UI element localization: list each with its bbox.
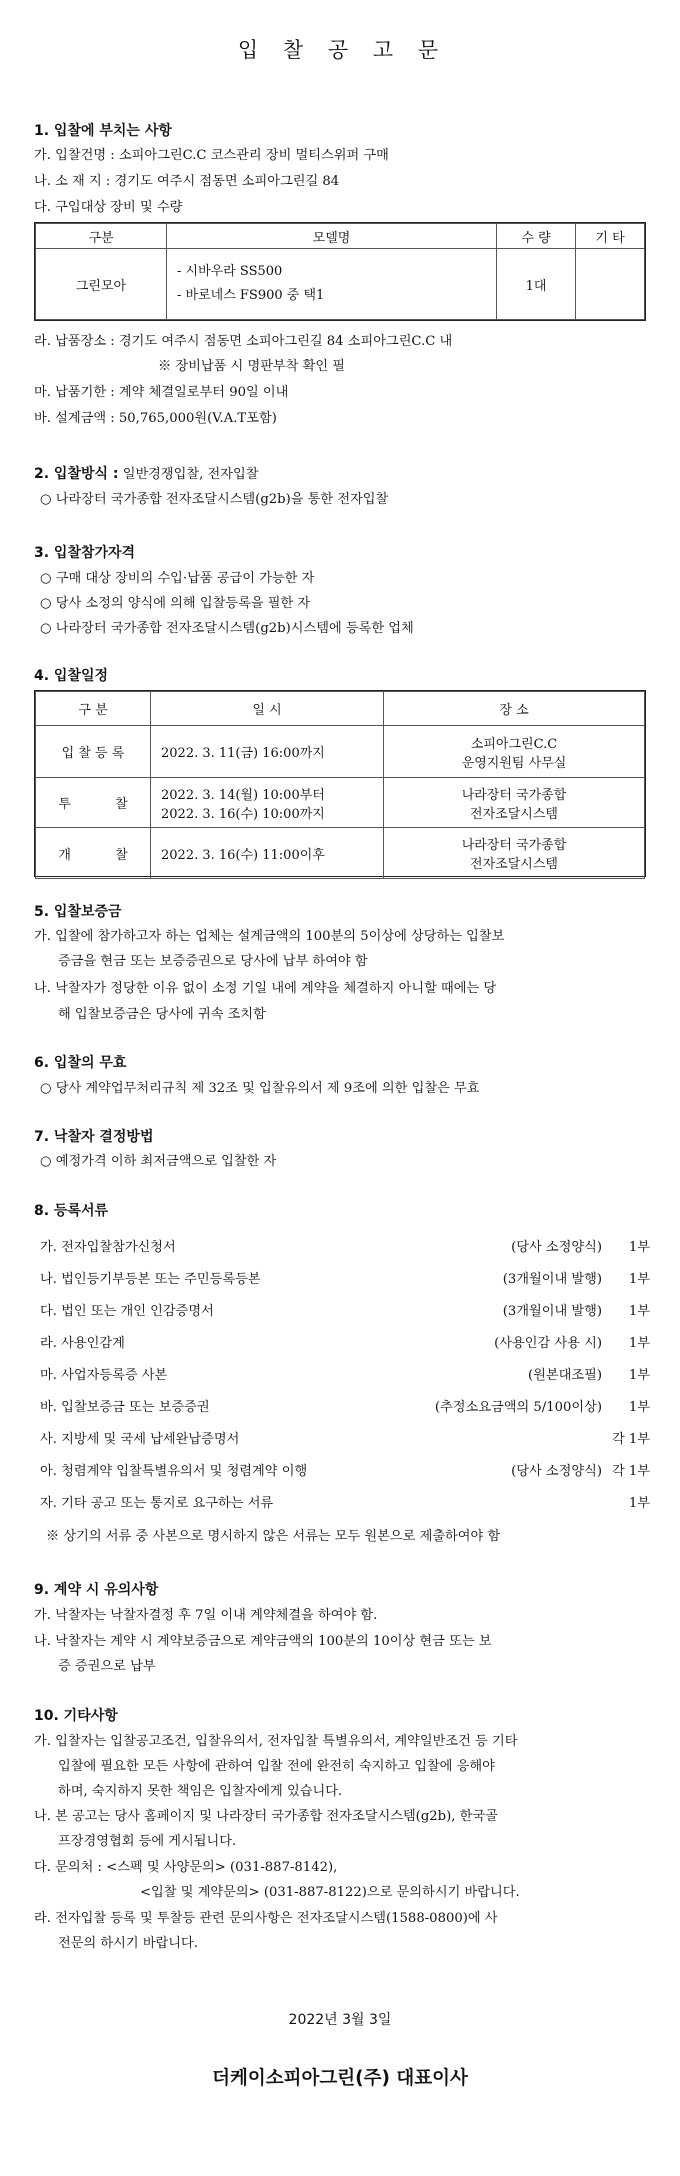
table-header: 기 타 [576, 224, 645, 249]
document-row [40, 1268, 650, 1288]
doc-qty: 1부 [628, 1368, 650, 1383]
equipment-table [34, 222, 646, 321]
doc-name: 나. 법인등기부등본 또는 주민등록등본 [40, 1272, 261, 1287]
time-line: 2022. 3. 16(수) 11:00이후 [161, 847, 325, 863]
s3-item: ○ 나라장터 국가종합 전자조달시스템(g2b)시스템에 등록한 업체 [40, 621, 414, 636]
doc-condition: (3개월이내 발행) [502, 1304, 602, 1319]
doc-qty: 1부 [628, 1336, 650, 1351]
doc-name: 자. 기타 공고 또는 통지로 요구하는 서류 [40, 1496, 274, 1511]
schedule-label: 투 찰 [36, 778, 151, 828]
schedule-place [384, 778, 645, 828]
doc-condition: (당사 소정양식) [511, 1464, 602, 1479]
table-header: 일 시 [151, 692, 384, 726]
doc-name: 바. 입찰보증금 또는 보증증권 [40, 1400, 210, 1415]
doc-qty: 1부 [628, 1304, 650, 1319]
s5-ga-line2: 증금을 현금 또는 보증증권으로 당사에 납부 하여야 함 [58, 954, 368, 969]
s1-item-na: 나. 소 재 지 : 경기도 여주시 점동면 소피아그린길 84 [34, 174, 340, 189]
document-row [40, 1332, 650, 1352]
doc-name: 마. 사업자등록증 사본 [40, 1368, 168, 1383]
table-header: 모델명 [167, 224, 497, 249]
s9-na-line1: 나. 낙찰자는 계약 시 계약보증금으로 계약금액의 100분의 10이상 현금 또는 보 [34, 1634, 492, 1649]
s10-na-line1: 나. 본 공고는 당사 홈페이지 및 나라장터 국가종합 전자조달시스템(g2b), 한국골 [34, 1809, 498, 1824]
s6-item: ○ 당사 계약업무처리규칙 제 32조 및 입찰유의서 제 9조에 의한 입찰은 무효 [40, 1081, 480, 1096]
table-row [36, 778, 645, 828]
place-line: 운영지원팀 사무실 [461, 755, 567, 771]
place-line: 나라장터 국가종합 [461, 787, 567, 803]
section-5-heading: 5. 입찰보증금 [34, 904, 122, 920]
equipment-etc [576, 249, 645, 320]
s10-da-line2: <입찰 및 계약문의> (031-887-8122)으로 문의하시기 바랍니다. [140, 1885, 520, 1900]
section-4-heading: 4. 입찰일정 [34, 668, 109, 684]
schedule-time [151, 778, 384, 828]
doc-qty: 1부 [628, 1240, 650, 1255]
s9-ga: 가. 낙찰자는 낙찰자결정 후 7일 이내 계약체결을 하여야 함. [34, 1608, 378, 1623]
s5-ga-line1: 가. 입찰에 참가하고자 하는 업체는 설계금액의 100분의 5이상에 상당하는 입찰보 [34, 929, 505, 944]
document-row [40, 1428, 650, 1448]
equipment-category: 그린모아 [36, 249, 167, 320]
place-line: 소피아그린C.C [470, 736, 558, 752]
document-row [40, 1300, 650, 1320]
section-1-heading: 1. 입찰에 부치는 사항 [34, 123, 172, 139]
section-9-heading: 9. 계약 시 유의사항 [34, 1582, 159, 1598]
section-10-heading: 10. 기타사항 [34, 1708, 118, 1724]
s9-na-line2: 증 증권으로 납부 [58, 1659, 156, 1674]
time-line: 2022. 3. 16(수) 10:00까지 [161, 806, 325, 822]
doc-qty: 1부 [628, 1400, 650, 1415]
s1-item-ra: 라. 납품장소 : 경기도 여주시 점동면 소피아그린길 84 소피아그린C.C 내 [34, 334, 453, 349]
section-2-heading [34, 463, 258, 483]
doc-name: 가. 전자입찰참가신청서 [40, 1240, 176, 1255]
section-7-heading: 7. 낙찰자 결정방법 [34, 1129, 154, 1145]
doc-condition: (사용인감 사용 시) [494, 1336, 602, 1351]
document-row [40, 1492, 650, 1512]
schedule-time [151, 726, 384, 778]
s3-item: ○ 구매 대상 장비의 수입·납품 공급이 가능한 자 [40, 571, 315, 586]
section-2-method: 일반경쟁입찰, 전자입찰 [118, 467, 259, 482]
s10-ra-line2: 전문의 하시기 바랍니다. [58, 1936, 198, 1951]
model-option: - 바로네스 FS900 중 택1 [177, 288, 325, 303]
s2-item: ○ 나라장터 국가종합 전자조달시스템(g2b)을 통한 전자입찰 [40, 492, 389, 507]
table-row [36, 726, 645, 778]
s7-item: ○ 예정가격 이하 최저금액으로 입찰한 자 [40, 1154, 277, 1169]
doc-condition: (당사 소정양식) [511, 1240, 602, 1255]
s8-note: ※ 상기의 서류 중 사본으로 명시하지 않은 서류는 모두 원본으로 제출하여야 함 [46, 1529, 501, 1544]
doc-qty: 각 1부 [611, 1464, 650, 1479]
section-6-heading: 6. 입찰의 무효 [34, 1055, 127, 1071]
doc-qty: 1부 [628, 1272, 650, 1287]
s1-item-ra-note: ※ 장비납품 시 명판부착 확인 필 [158, 359, 346, 374]
table-header: 구분 [36, 224, 167, 249]
schedule-place [384, 828, 645, 879]
schedule-label: 개 찰 [36, 828, 151, 879]
schedule-table [34, 690, 646, 877]
s5-na-line2: 해 입찰보증금은 당사에 귀속 조치함 [58, 1007, 266, 1022]
doc-qty: 1부 [628, 1496, 650, 1511]
company-signature: 더케이소피아그린(주) 대표이사 [212, 2068, 468, 2089]
schedule-time [151, 828, 384, 879]
doc-name: 다. 법인 또는 개인 인감증명서 [40, 1304, 214, 1319]
document-row [40, 1396, 650, 1416]
place-line: 전자조달시스템 [470, 857, 558, 872]
doc-qty: 각 1부 [611, 1432, 650, 1447]
document-row [40, 1364, 650, 1384]
s1-item-ga: 가. 입찰건명 : 소피아그린C.C 코스관리 장비 멀티스위퍼 구매 [34, 148, 389, 163]
doc-name: 아. 청렴계약 입찰특별유의서 및 청렴계약 이행 [40, 1464, 308, 1479]
doc-name: 사. 지방세 및 국세 납세완납증명서 [40, 1432, 240, 1447]
s10-ga-line1: 가. 입찰자는 입찰공고조건, 입찰유의서, 전자입찰 특별유의서, 계약일반조건 등 기타 [34, 1734, 518, 1749]
time-line: 2022. 3. 11(금) 16:00까지 [161, 746, 325, 761]
announcement-date: 2022년 3월 3일 [288, 2012, 392, 2028]
doc-condition: (추정소요금액의 5/100이상) [434, 1400, 602, 1415]
time-line: 2022. 3. 14(월) 10:00부터 [161, 787, 325, 803]
s10-na-line2: 프장경영협회 등에 게시됩니다. [58, 1834, 237, 1849]
s3-item: ○ 당사 소정의 양식에 의해 입찰등록을 필한 자 [40, 596, 311, 611]
document-row [40, 1460, 650, 1480]
doc-condition: (원본대조필) [528, 1368, 602, 1383]
table-row [36, 828, 645, 879]
table-header: 수 량 [497, 224, 576, 249]
section-2-title: 2. 입찰방식 : [34, 466, 119, 482]
table-header: 구 분 [36, 692, 151, 726]
doc-condition: (3개월이내 발행) [502, 1272, 602, 1287]
s1-item-ma: 마. 납품기한 : 계약 체결일로부터 90일 이내 [34, 385, 289, 400]
s10-ga-line2: 입찰에 필요한 모든 사항에 관하여 입찰 전에 완전히 숙지하고 입찰에 응해야 [58, 1759, 495, 1774]
s10-da-line1: 다. 문의처 : <스펙 및 사양문의> (031-887-8142), [34, 1860, 338, 1875]
document-row [40, 1236, 650, 1256]
table-header: 장 소 [384, 692, 645, 726]
s10-ra-line1: 라. 전자입찰 등록 및 투찰등 관련 문의사항은 전자조달시스템(1588-0800)에 사 [34, 1911, 498, 1926]
doc-name: 라. 사용인감계 [40, 1336, 125, 1351]
section-3-heading: 3. 입찰참가자격 [34, 545, 136, 561]
s10-ga-line3: 하며, 숙지하지 못한 책임은 입찰자에게 있습니다. [58, 1784, 343, 1799]
s1-item-ba: 바. 설계금액 : 50,765,000원(V.A.T포함) [34, 411, 277, 426]
equipment-models [167, 249, 497, 320]
section-8-heading: 8. 등록서류 [34, 1203, 109, 1219]
model-option: - 시바우라 SS500 [177, 264, 283, 279]
equipment-qty: 1대 [497, 249, 576, 320]
s5-na-line1: 나. 낙찰자가 정당한 이유 없이 소정 기일 내에 계약을 체결하지 아니할 때에는 당 [34, 981, 497, 996]
schedule-place [384, 726, 645, 778]
place-line: 전자조달시스템 [470, 806, 558, 822]
page-title: 입 찰 공 고 문 [237, 38, 443, 62]
schedule-label: 입 찰 등 록 [36, 726, 151, 778]
s1-item-da: 다. 구입대상 장비 및 수량 [34, 200, 183, 215]
place-line: 나라장터 국가종합 [461, 838, 567, 853]
